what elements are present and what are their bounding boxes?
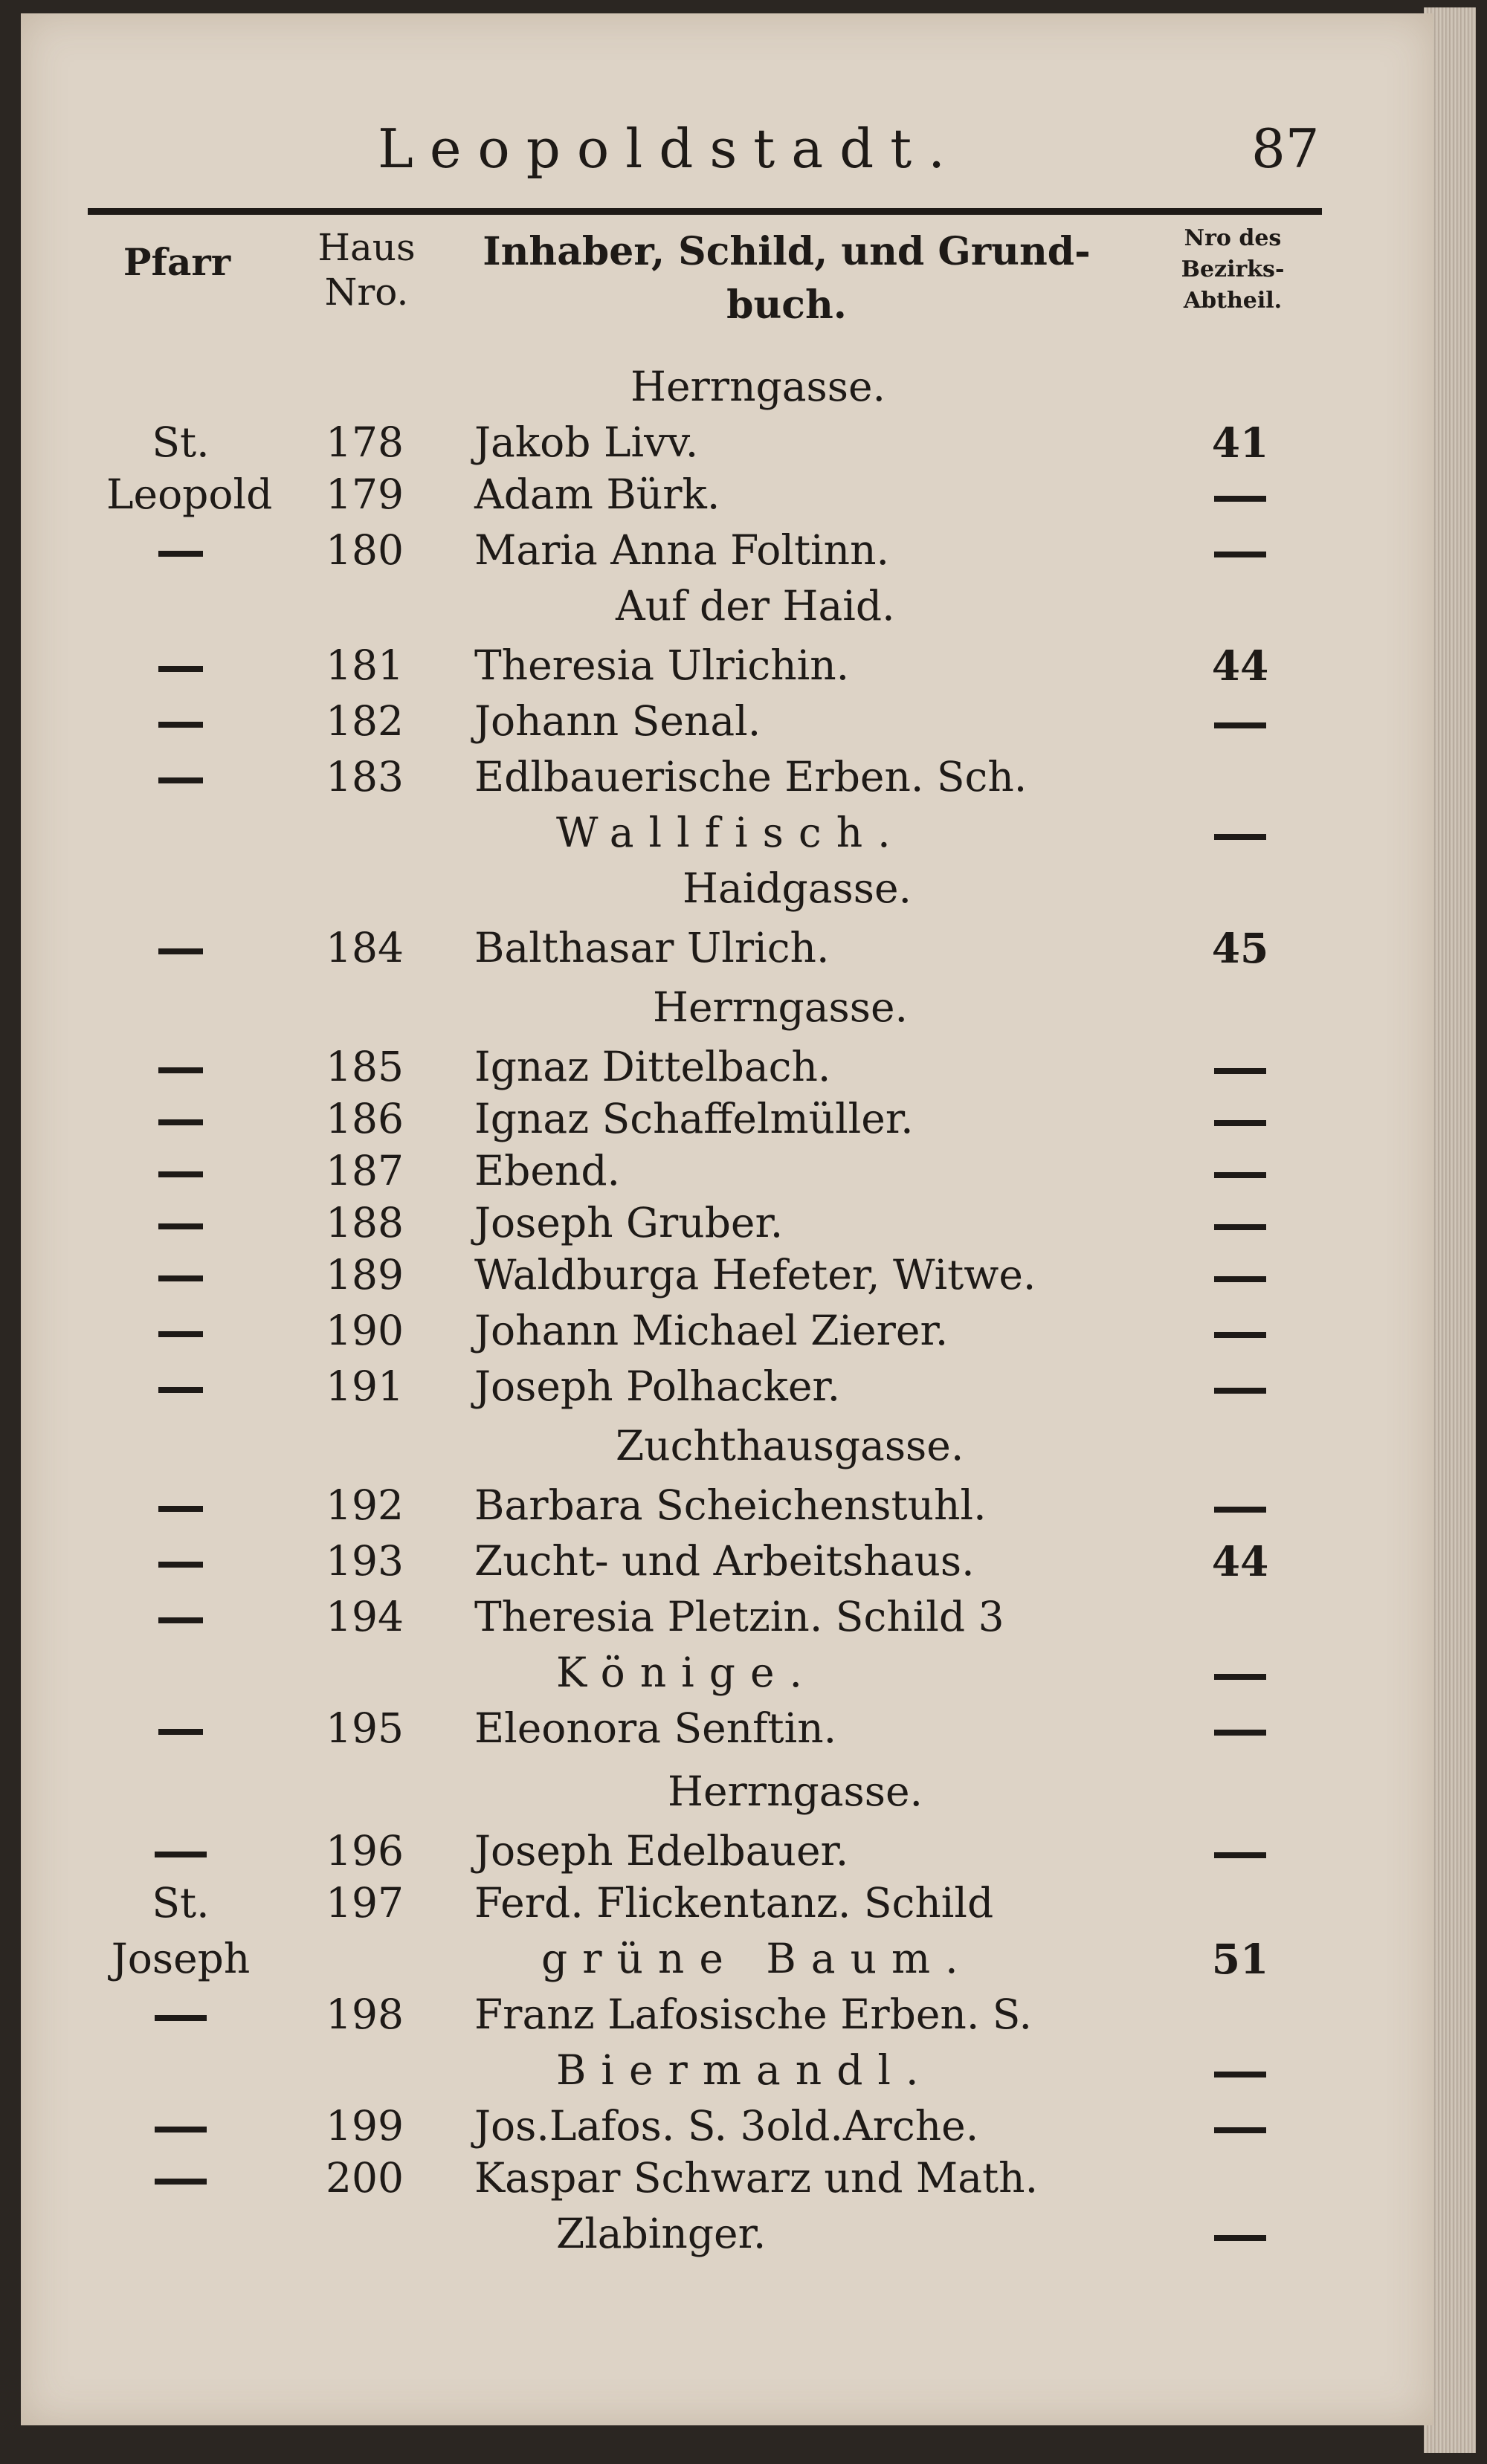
house-number: 187	[326, 1147, 404, 1194]
ditto-mark	[1188, 1199, 1292, 1247]
register-table	[21, 13, 1433, 2425]
ditto-mark	[1188, 471, 1292, 519]
ditto-mark	[1188, 1481, 1292, 1530]
house-number: 188	[326, 1199, 404, 1246]
house-number: 180	[326, 526, 404, 574]
house-number: 183	[326, 753, 404, 801]
house-number: 184	[326, 924, 404, 971]
owner-name: Ferd. Flickentanz. Schild	[474, 1879, 994, 1927]
street-heading: Haidgasse.	[683, 864, 912, 912]
owner-name: Ignaz Schaffelmüller.	[474, 1095, 914, 1142]
owner-name: Kaspar Schwarz und Math.	[474, 2154, 1039, 2202]
ditto-mark	[106, 2154, 255, 2202]
running-title: Leopoldstadt.	[378, 117, 962, 180]
owner-name: Joseph Gruber.	[474, 1199, 784, 1246]
house-number: 193	[326, 1537, 404, 1585]
owner-name: Joseph Edelbauer.	[474, 1827, 849, 1875]
pfarr-cell: St.	[152, 418, 210, 466]
house-number: 200	[326, 2154, 404, 2202]
owner-name: Franz Lafosische Erben. S.	[474, 1991, 1032, 2038]
owner-name: Eleonora Senftin.	[474, 1704, 837, 1752]
owner-name: Theresia Pletzin. Schild 3	[474, 1593, 1004, 1640]
ditto-mark	[106, 1199, 255, 1246]
street-heading: Herrngasse.	[653, 983, 908, 1031]
owner-name: Joseph Polhacker.	[474, 1362, 841, 1410]
house-number: 199	[326, 2102, 404, 2150]
house-number: 178	[326, 418, 404, 466]
house-number: 195	[326, 1704, 404, 1752]
column-header-pfarr: Pfarr	[123, 240, 231, 284]
street-heading: Auf der Haid.	[616, 582, 895, 630]
book-page	[21, 13, 1433, 2425]
owner-name: Jos.Lafos. S. 3old.Arche.	[474, 2102, 979, 2150]
page-number: 87	[1251, 117, 1320, 180]
house-number: 191	[326, 1362, 404, 1410]
ditto-mark	[1188, 2102, 1292, 2150]
ditto-mark	[1188, 1043, 1292, 1091]
owner-name: Maria Anna Foltinn.	[474, 526, 889, 574]
owner-name: Ebend.	[474, 1147, 621, 1194]
house-number: 185	[326, 1043, 404, 1090]
ditto-mark	[1188, 697, 1292, 746]
ditto-mark	[106, 1095, 255, 1142]
owner-name: Theresia Ulrichin.	[474, 641, 850, 689]
ditto-mark	[106, 1307, 255, 1354]
owner-name: Barbara Scheichenstuhl.	[474, 1481, 987, 1529]
owner-name: Zucht- und Arbeitshaus.	[474, 1537, 975, 1585]
house-number: 182	[326, 697, 404, 745]
sign-name: Biermandl.	[556, 2046, 934, 2094]
sign-name: Könige.	[556, 1649, 817, 1696]
ditto-mark	[1188, 2210, 1292, 2258]
ditto-mark	[106, 1991, 255, 2038]
ditto-mark	[106, 1043, 255, 1090]
house-number: 189	[326, 1251, 404, 1299]
district-number: 45	[1211, 924, 1269, 972]
district-number: 44	[1211, 1537, 1269, 1585]
ditto-mark	[1188, 1827, 1292, 1875]
street-heading: Zuchthausgasse.	[616, 1422, 964, 1469]
owner-name: Edlbauerische Erben. Sch.	[474, 753, 1028, 801]
pfarr-cell: St.	[152, 1879, 210, 1927]
ditto-mark	[106, 1827, 255, 1875]
column-header-haus-line2: Nro.	[324, 271, 409, 314]
house-number: 190	[326, 1307, 404, 1354]
pfarr-cell: Leopold	[106, 471, 273, 518]
owner-name: Adam Bürk.	[474, 471, 720, 518]
sign-name: grüne Baum.	[541, 1935, 973, 1982]
ditto-mark	[106, 697, 255, 745]
owner-name: Waldburga Hefeter, Witwe.	[474, 1251, 1036, 1299]
pfarr-cell: Joseph	[111, 1935, 251, 1982]
ditto-mark	[106, 924, 255, 971]
owner-name: Balthasar Ulrich.	[474, 924, 830, 971]
ditto-mark	[1188, 1251, 1292, 1299]
column-header-inhaber-line1: Inhaber, Schild, und Grund-	[483, 229, 1091, 274]
house-number: 181	[326, 641, 404, 689]
ditto-mark	[106, 1537, 255, 1585]
column-header-nro-line1: Nro des	[1184, 225, 1282, 251]
ditto-mark	[106, 1251, 255, 1299]
ditto-mark	[1188, 526, 1292, 575]
ditto-mark	[1188, 2046, 1292, 2095]
owner-name: Ignaz Dittelbach.	[474, 1043, 831, 1090]
owner-name: Johann Michael Zierer.	[474, 1307, 949, 1354]
ditto-mark	[106, 2102, 255, 2150]
ditto-mark	[106, 1704, 255, 1752]
house-number: 196	[326, 1827, 404, 1875]
house-number: 179	[326, 471, 404, 518]
owner-name: Johann Senal.	[474, 697, 761, 745]
street-heading: Herrngasse.	[630, 363, 886, 410]
owner-name: Jakob Livv.	[474, 418, 699, 466]
ditto-mark	[1188, 1362, 1292, 1411]
sign-name: Wallfisch.	[556, 809, 906, 856]
ditto-mark	[1188, 1147, 1292, 1195]
ditto-mark	[106, 753, 255, 801]
column-header-nro-line2: Bezirks-	[1181, 256, 1285, 282]
house-number: 198	[326, 1991, 404, 2038]
ditto-mark	[1188, 1704, 1292, 1753]
district-number: 44	[1211, 641, 1269, 690]
column-header-inhaber-line2: buch.	[726, 282, 847, 328]
street-heading: Herrngasse.	[668, 1768, 923, 1815]
column-header-nro-line3: Abtheil.	[1183, 288, 1283, 314]
ditto-mark	[106, 641, 255, 689]
house-number: 186	[326, 1095, 404, 1142]
ditto-mark	[1188, 809, 1292, 857]
district-number: 51	[1211, 1935, 1269, 1983]
house-number: 194	[326, 1593, 404, 1640]
ditto-mark	[1188, 1307, 1292, 1355]
ditto-mark	[106, 1481, 255, 1529]
owner-name-continued: Zlabinger.	[556, 2210, 767, 2257]
ditto-mark	[106, 526, 255, 574]
ditto-mark	[106, 1147, 255, 1194]
house-number: 192	[326, 1481, 404, 1529]
district-number: 41	[1211, 418, 1269, 467]
ditto-mark	[106, 1362, 255, 1410]
column-header-haus-line1: Haus	[317, 226, 416, 269]
ditto-mark	[106, 1593, 255, 1640]
ditto-mark	[1188, 1649, 1292, 1697]
house-number: 197	[326, 1879, 404, 1927]
ditto-mark	[1188, 1095, 1292, 1143]
